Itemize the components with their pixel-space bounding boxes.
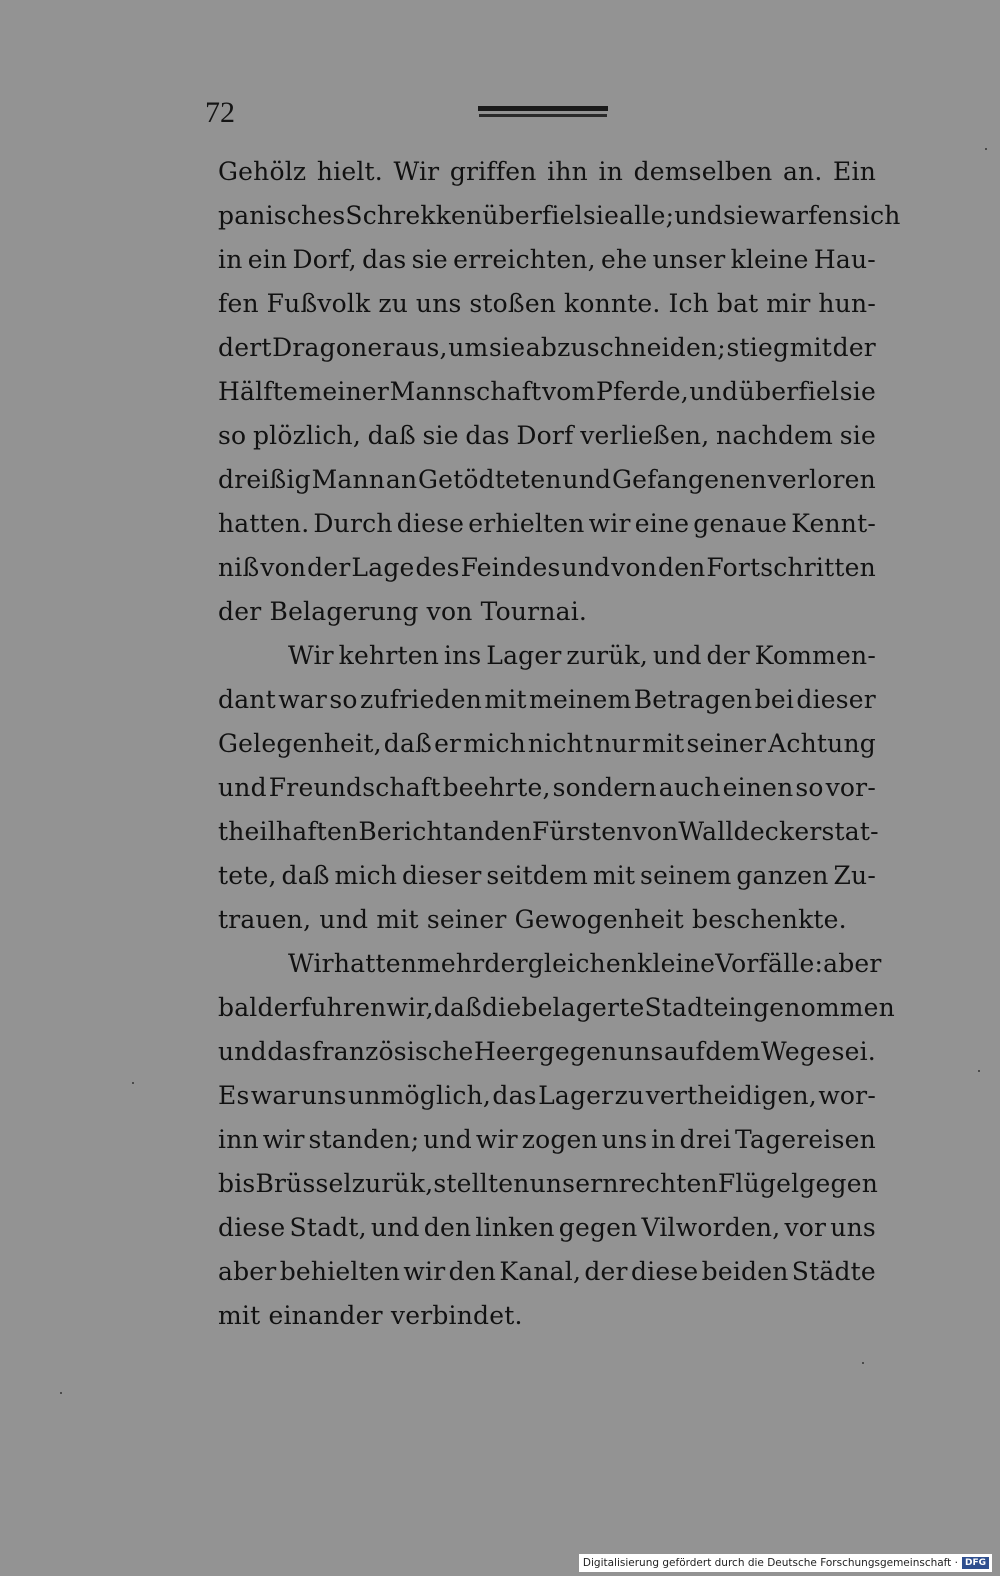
word: Ich bbox=[668, 289, 710, 318]
word: das bbox=[492, 1081, 537, 1110]
word: Flügel bbox=[717, 1169, 800, 1198]
word: theilhaften bbox=[218, 817, 359, 846]
word: griffen bbox=[449, 157, 537, 186]
word: wir bbox=[475, 1125, 518, 1154]
word: Fürsten bbox=[531, 817, 633, 846]
word: gegen bbox=[799, 1169, 878, 1198]
word: mit bbox=[484, 685, 527, 714]
word: und bbox=[674, 201, 724, 230]
scan-speck bbox=[978, 1070, 980, 1072]
word: dant bbox=[218, 685, 276, 714]
word: kehrten bbox=[338, 641, 440, 670]
word: Freundschaft bbox=[268, 773, 441, 802]
word: rechten bbox=[618, 1169, 718, 1198]
scan-speck bbox=[985, 148, 987, 150]
word: unsern bbox=[529, 1169, 619, 1198]
word: auch bbox=[658, 773, 721, 802]
word: des bbox=[415, 553, 460, 582]
word: Vorfälle: bbox=[715, 949, 824, 978]
text-line bbox=[218, 326, 876, 370]
word: an. bbox=[782, 157, 823, 186]
word: zu bbox=[378, 289, 409, 318]
word: den bbox=[423, 1213, 472, 1242]
text-line bbox=[218, 238, 876, 282]
word: sie bbox=[582, 201, 620, 230]
word: fen bbox=[218, 289, 259, 318]
word: mich bbox=[334, 861, 398, 890]
word: Lage bbox=[351, 553, 415, 582]
word: hielt. bbox=[316, 157, 383, 186]
word: Vilworden, bbox=[641, 1213, 781, 1242]
word: und bbox=[561, 553, 611, 582]
word: in bbox=[651, 1125, 676, 1154]
word: Stadt, bbox=[289, 1213, 367, 1242]
word: und bbox=[218, 773, 267, 802]
word: auf bbox=[664, 1037, 705, 1066]
word: und bbox=[652, 641, 702, 670]
word: Heer bbox=[474, 1037, 539, 1066]
word: Dorf, bbox=[292, 245, 357, 274]
word: konnte. bbox=[563, 289, 661, 318]
word: panisches bbox=[218, 201, 346, 230]
word: Achtung bbox=[768, 729, 876, 758]
word: mehr bbox=[417, 949, 485, 978]
word: hatten bbox=[333, 949, 418, 978]
word: mir bbox=[766, 289, 811, 318]
word: von bbox=[632, 817, 679, 846]
word: den bbox=[484, 817, 532, 846]
word: zurük, bbox=[351, 1169, 434, 1198]
word: Wir bbox=[288, 949, 334, 978]
word: diese bbox=[630, 1257, 699, 1286]
word: zu bbox=[614, 1081, 645, 1110]
word: sie bbox=[411, 245, 448, 274]
word: Ein bbox=[833, 157, 876, 186]
word: aber bbox=[823, 949, 882, 978]
dfg-logo: DFG bbox=[962, 1557, 989, 1569]
word: das bbox=[362, 245, 407, 274]
word: erhielten bbox=[468, 509, 585, 538]
word: belagerte bbox=[521, 993, 645, 1022]
scan-speck bbox=[862, 1362, 864, 1364]
word: dieser bbox=[796, 685, 876, 714]
word: überfiel bbox=[482, 201, 583, 230]
word: kleine bbox=[730, 245, 809, 274]
text-line bbox=[218, 1162, 876, 1206]
word: erfuhren bbox=[273, 993, 387, 1022]
page-number: 72 bbox=[205, 96, 235, 129]
word: und bbox=[218, 1037, 267, 1066]
text-line bbox=[218, 546, 876, 590]
header-rule bbox=[478, 106, 608, 111]
word: abzuschneiden; bbox=[525, 333, 726, 362]
word: plözlich, bbox=[252, 421, 361, 450]
text-line: der Belagerung von Tournai. bbox=[218, 597, 588, 626]
word: Kanal, bbox=[499, 1257, 582, 1286]
text-line bbox=[218, 502, 876, 546]
word: uns bbox=[415, 289, 462, 318]
word: tete, bbox=[218, 861, 277, 890]
word: war bbox=[250, 1081, 300, 1110]
word: von bbox=[260, 553, 307, 582]
word: beehrte, bbox=[442, 773, 551, 802]
word: drei bbox=[679, 1125, 732, 1154]
word: das bbox=[465, 421, 510, 450]
word: Gehölz bbox=[218, 157, 307, 186]
word: dert bbox=[218, 333, 272, 362]
body-text bbox=[218, 150, 901, 1338]
text-line bbox=[218, 1030, 876, 1074]
text-line: trauen, und mit seiner Gewogenheit beschenkte. bbox=[218, 905, 847, 934]
word: Hau- bbox=[813, 245, 876, 274]
word: daß bbox=[433, 993, 482, 1022]
word: sie bbox=[422, 421, 459, 450]
text-line bbox=[218, 722, 876, 766]
word: Tagereisen bbox=[735, 1125, 876, 1154]
word: Lager bbox=[486, 641, 562, 670]
word: stieg bbox=[726, 333, 790, 362]
word: in bbox=[598, 157, 624, 186]
word: Getödteten bbox=[418, 465, 562, 494]
word: mich bbox=[463, 729, 526, 758]
word: bei bbox=[754, 685, 795, 714]
word: Pferde, bbox=[595, 377, 689, 406]
word: seiner bbox=[686, 729, 767, 758]
word: gegen bbox=[538, 1037, 618, 1066]
word: vertheidigen, bbox=[645, 1081, 817, 1110]
word: inn bbox=[218, 1125, 259, 1154]
word: dem bbox=[705, 1037, 761, 1066]
word: der bbox=[307, 553, 351, 582]
word: unser bbox=[652, 245, 726, 274]
word: nachdem bbox=[716, 421, 834, 450]
scan-speck bbox=[60, 1392, 62, 1394]
word: uns bbox=[830, 1213, 876, 1242]
word: der bbox=[832, 333, 876, 362]
credit-text: Digitalisierung gefördert durch die Deutsche Forschungsgemeinschaft · bbox=[582, 1557, 958, 1569]
word: dieser bbox=[402, 861, 482, 890]
word: sich bbox=[848, 201, 901, 230]
word: nicht bbox=[527, 729, 594, 758]
text-line bbox=[218, 678, 876, 722]
word: wir, bbox=[386, 993, 434, 1022]
word: Zu- bbox=[833, 861, 876, 890]
word: Brüssel bbox=[255, 1169, 352, 1198]
word: sie bbox=[489, 333, 526, 362]
word: kleine bbox=[637, 949, 716, 978]
text-line bbox=[218, 1250, 876, 1294]
word: verloren bbox=[767, 465, 876, 494]
word: Gelegenheit, bbox=[218, 729, 382, 758]
word: mit bbox=[789, 333, 833, 362]
word: mit bbox=[642, 729, 685, 758]
digitization-credit bbox=[579, 1554, 992, 1572]
word: daß bbox=[367, 421, 416, 450]
word: uns bbox=[601, 1125, 648, 1154]
word: so bbox=[218, 421, 247, 450]
text-line bbox=[218, 634, 876, 678]
word: warfen bbox=[759, 201, 849, 230]
word: daß bbox=[383, 729, 433, 758]
word: Mannschaft bbox=[389, 377, 542, 406]
word: Feindes bbox=[460, 553, 561, 582]
word: seinem bbox=[640, 861, 732, 890]
word: Durch bbox=[313, 509, 393, 538]
word: hatten. bbox=[218, 509, 310, 538]
word: den bbox=[657, 553, 706, 582]
word: dergleichen bbox=[484, 949, 638, 978]
word: und bbox=[370, 1213, 420, 1242]
word: der bbox=[706, 641, 750, 670]
word: stellten bbox=[433, 1169, 530, 1198]
word: Bericht bbox=[358, 817, 454, 846]
word: standen; bbox=[308, 1125, 420, 1154]
text-line bbox=[218, 810, 879, 854]
word: sei. bbox=[831, 1037, 876, 1066]
word: eingenommen bbox=[713, 993, 895, 1022]
word: an bbox=[385, 465, 418, 494]
word: Walldeck bbox=[678, 817, 795, 846]
word: linken bbox=[475, 1213, 555, 1242]
word: ehe bbox=[601, 245, 648, 274]
word: uns bbox=[301, 1081, 347, 1110]
word: vom bbox=[541, 377, 596, 406]
word: erreichten, bbox=[453, 245, 596, 274]
word: Kennt- bbox=[791, 509, 876, 538]
word: niß bbox=[218, 553, 260, 582]
word: war bbox=[278, 685, 328, 714]
text-line bbox=[218, 986, 895, 1030]
word: verließen, bbox=[580, 421, 710, 450]
word: stoßen bbox=[469, 289, 557, 318]
text-line bbox=[218, 1206, 876, 1250]
word: das bbox=[267, 1037, 312, 1066]
word: er bbox=[434, 729, 462, 758]
word: der bbox=[584, 1257, 628, 1286]
word: Gefangenen bbox=[611, 465, 767, 494]
word: von bbox=[611, 553, 658, 582]
word: Es bbox=[218, 1081, 250, 1110]
word: meiner bbox=[298, 377, 390, 406]
word: diese bbox=[396, 509, 465, 538]
word: überfiel bbox=[738, 377, 840, 406]
word: eine bbox=[634, 509, 690, 538]
text-line bbox=[218, 150, 876, 194]
word: alle; bbox=[619, 201, 675, 230]
word: Wege bbox=[761, 1037, 832, 1066]
text-line bbox=[218, 458, 876, 502]
word: sie bbox=[839, 421, 876, 450]
word: wir bbox=[262, 1125, 305, 1154]
word: so bbox=[329, 685, 358, 714]
word: zogen bbox=[521, 1125, 598, 1154]
word: Wir bbox=[288, 641, 334, 670]
word: erstat- bbox=[794, 817, 879, 846]
word: Lager bbox=[538, 1081, 614, 1110]
text-line bbox=[218, 854, 876, 898]
word: um bbox=[448, 333, 489, 362]
word: Schrekken bbox=[345, 201, 483, 230]
word: und bbox=[562, 465, 612, 494]
word: und bbox=[423, 1125, 473, 1154]
word: Fortschritten bbox=[706, 553, 876, 582]
text-line bbox=[218, 1118, 876, 1162]
word: bald bbox=[218, 993, 274, 1022]
word: so bbox=[795, 773, 824, 802]
word: an bbox=[453, 817, 485, 846]
text-line bbox=[218, 194, 901, 238]
text-line bbox=[218, 370, 876, 414]
text-line: mit einander verbindet. bbox=[218, 1301, 523, 1330]
word: wir bbox=[403, 1257, 446, 1286]
word: hun- bbox=[818, 289, 876, 318]
word: einen bbox=[722, 773, 794, 802]
word: Kommen- bbox=[754, 641, 876, 670]
word: den bbox=[448, 1257, 497, 1286]
word: Dragoner bbox=[272, 333, 395, 362]
word: und bbox=[689, 377, 739, 406]
word: mit bbox=[592, 861, 636, 890]
word: Dorf bbox=[516, 421, 574, 450]
word: gegen bbox=[558, 1213, 638, 1242]
word: nur bbox=[595, 729, 640, 758]
word: Betragen bbox=[633, 685, 753, 714]
scan-speck bbox=[132, 1082, 134, 1084]
word: Wir bbox=[393, 157, 440, 186]
word: französische bbox=[312, 1037, 474, 1066]
word: zurük, bbox=[566, 641, 649, 670]
word: die bbox=[481, 993, 522, 1022]
text-line bbox=[218, 766, 876, 810]
word: aus, bbox=[395, 333, 448, 362]
word: Fußvolk bbox=[266, 289, 371, 318]
word: sie bbox=[839, 377, 876, 406]
text-line bbox=[218, 1074, 876, 1118]
word: seitdem bbox=[486, 861, 588, 890]
word: Städte bbox=[791, 1257, 876, 1286]
word: ganzen bbox=[736, 861, 829, 890]
word: uns bbox=[617, 1037, 664, 1066]
word: Stadt bbox=[644, 993, 714, 1022]
word: ins bbox=[443, 641, 482, 670]
text-line bbox=[218, 414, 876, 458]
word: bat bbox=[716, 289, 759, 318]
word: Mann bbox=[311, 465, 386, 494]
word: ihn bbox=[547, 157, 588, 186]
word: vor bbox=[784, 1213, 827, 1242]
word: in bbox=[218, 245, 243, 274]
word: zufrieden bbox=[360, 685, 482, 714]
word: sondern bbox=[552, 773, 657, 802]
word: aber bbox=[218, 1257, 277, 1286]
word: demselben bbox=[633, 157, 773, 186]
word: behielten bbox=[279, 1257, 401, 1286]
word: genaue bbox=[693, 509, 788, 538]
text-line bbox=[218, 282, 876, 326]
text-line bbox=[218, 942, 882, 986]
word: dreißig bbox=[218, 465, 311, 494]
word: wor- bbox=[818, 1081, 876, 1110]
word: Hälfte bbox=[218, 377, 298, 406]
word: daß bbox=[281, 861, 330, 890]
word: sie bbox=[723, 201, 760, 230]
word: ein bbox=[247, 245, 288, 274]
word: wir bbox=[588, 509, 631, 538]
word: unmöglich, bbox=[348, 1081, 492, 1110]
word: vor- bbox=[825, 773, 876, 802]
word: diese bbox=[218, 1213, 286, 1242]
word: beiden bbox=[701, 1257, 789, 1286]
word: bis bbox=[218, 1169, 256, 1198]
word: meinem bbox=[529, 685, 632, 714]
